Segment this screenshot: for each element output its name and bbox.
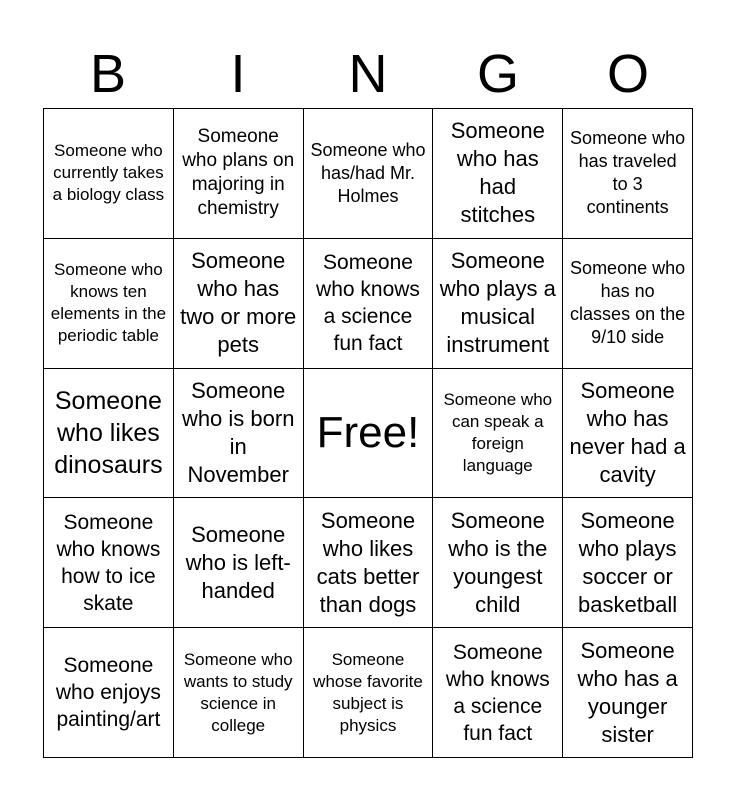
bingo-cell[interactable]	[44, 498, 174, 628]
free-space-label: Free!	[316, 407, 420, 457]
cell-text: Someone who has/had Mr. Holmes	[310, 139, 426, 206]
cell-text: Someone who has never had a cavity	[569, 377, 686, 487]
header-letter-n: N	[348, 44, 388, 104]
bingo-cell[interactable]	[174, 239, 304, 369]
cell-text: Someone who likes dinosaurs	[54, 386, 163, 479]
cell-text: Someone who is born in November	[181, 377, 295, 487]
cell-text: Someone who plays soccer or basketball	[578, 507, 678, 617]
cell-text: Someone who knows a science fun fact	[316, 251, 420, 356]
cell-text: Someone who enjoys painting/art	[55, 654, 161, 732]
bingo-cell[interactable]	[304, 109, 434, 239]
bingo-cell[interactable]	[304, 239, 434, 369]
cell-text: Someone who is the youngest child	[448, 507, 548, 617]
bingo-cell[interactable]	[174, 109, 304, 239]
bingo-cell[interactable]	[563, 498, 693, 628]
bingo-grid	[43, 108, 693, 758]
bingo-cell[interactable]	[44, 109, 174, 239]
bingo-cell[interactable]	[304, 628, 434, 758]
cell-text: Someone who plays a musical instrument	[439, 248, 556, 358]
cell-text: Someone who has a younger sister	[577, 637, 678, 747]
cell-text: Someone who knows ten elements in the periodic table	[50, 260, 167, 346]
bingo-cell[interactable]	[44, 239, 174, 369]
cell-text: Someone who can speak a foreign language	[443, 389, 553, 475]
bingo-cell[interactable]	[433, 109, 563, 239]
bingo-cell[interactable]	[174, 628, 304, 758]
bingo-cell[interactable]	[174, 369, 304, 499]
bingo-header	[43, 40, 693, 108]
cell-text: Someone who has no classes on the 9/10 side	[570, 258, 686, 348]
cell-text: Someone who has traveled to 3 continents	[570, 128, 686, 218]
free-space-cell[interactable]	[304, 369, 434, 499]
header-letter-b: B	[89, 44, 127, 104]
bingo-cell[interactable]	[433, 369, 563, 499]
header-letter-o: O	[606, 44, 649, 104]
cell-text: Someone who knows how to ice skate	[56, 510, 161, 615]
bingo-cell[interactable]	[563, 628, 693, 758]
cell-text: Someone who wants to study science in college	[183, 649, 293, 735]
bingo-cell[interactable]	[563, 109, 693, 239]
bingo-cell[interactable]	[44, 369, 174, 499]
bingo-cell[interactable]	[563, 239, 693, 369]
bingo-cell[interactable]	[433, 628, 563, 758]
cell-text: Someone who plans on majoring in chemistry	[182, 126, 295, 220]
cell-text: Someone who currently takes a biology class	[52, 141, 165, 205]
cell-text: Someone who has had stitches	[450, 118, 545, 228]
cell-text: Someone who knows a science fun fact	[445, 640, 550, 745]
bingo-cell[interactable]	[433, 239, 563, 369]
bingo-cell[interactable]	[174, 498, 304, 628]
bingo-cell[interactable]	[44, 628, 174, 758]
bingo-cell[interactable]	[563, 369, 693, 499]
bingo-cell[interactable]	[304, 498, 434, 628]
header-letter-g: G	[476, 44, 519, 104]
cell-text: Someone who is left-handed	[185, 521, 291, 603]
cell-text: Someone who likes cats better than dogs	[316, 507, 420, 617]
header-letter-i: I	[230, 44, 246, 104]
bingo-cell[interactable]	[433, 498, 563, 628]
cell-text: Someone who has two or more pets	[180, 248, 297, 358]
cell-text: Someone whose favorite subject is physics	[313, 649, 423, 735]
